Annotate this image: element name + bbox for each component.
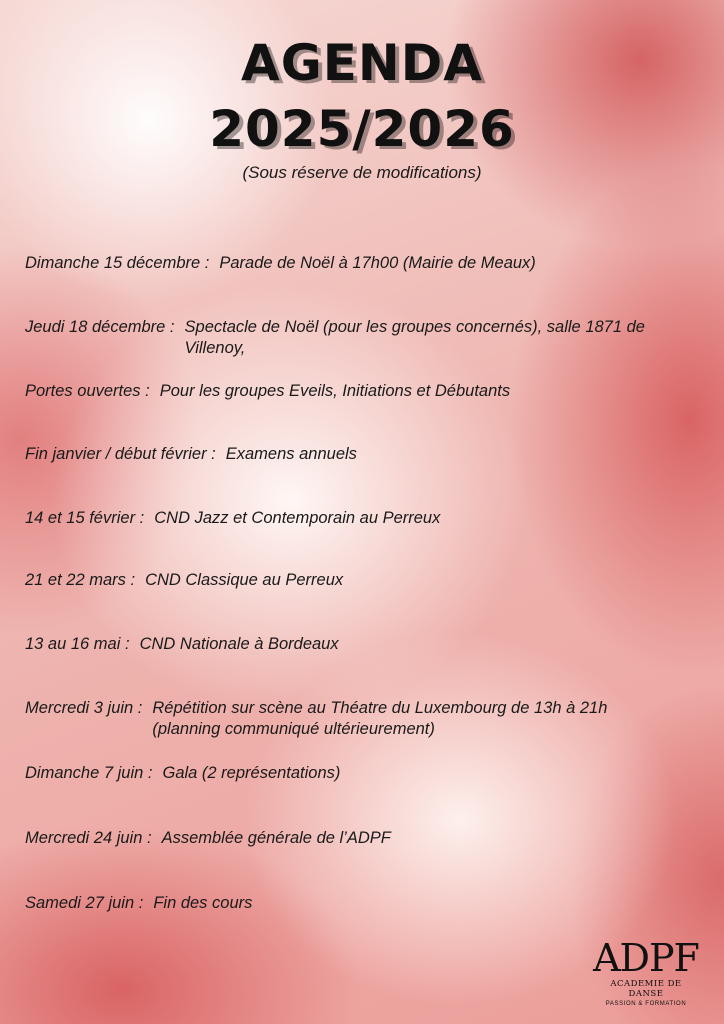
logo-line1: ACADEMIE DE DANSE (610, 979, 682, 999)
logo-mark: ADPF (593, 936, 699, 980)
event-description: Examens annuels (225, 445, 357, 463)
event-item (25, 634, 685, 655)
subtitle: (Sous réserve de modifications) (242, 163, 482, 182)
event-item (25, 763, 685, 784)
event-item (25, 893, 685, 914)
page-title-line1: AGENDA (241, 34, 483, 92)
event-item (25, 253, 685, 274)
logo-line2: PASSION & FORMATION (605, 1001, 687, 1007)
event-description: Assemblée générale de l’ADPF (161, 829, 391, 847)
event-description: Pour les groupes Eveils, Initiations et Débutants (159, 382, 511, 400)
event-description: Fin des cours (153, 894, 253, 912)
event-description: CND Nationale à Bordeaux (139, 635, 339, 653)
event-date: 21 et 22 mars : (25, 571, 136, 589)
event-date: Fin janvier / début février : (25, 445, 216, 463)
page-title-line2: 2025/2026 (209, 100, 515, 158)
event-date: Portes ouvertes : (25, 382, 150, 400)
event-date: Samedi 27 juin : (25, 894, 144, 912)
event-item (25, 570, 685, 591)
event-item (25, 508, 685, 529)
event-date: 14 et 15 février : (25, 509, 145, 527)
event-description: Gala (2 représentations) (162, 764, 341, 782)
event-date: Mercredi 24 juin : (25, 829, 152, 847)
adpf-logo (592, 938, 700, 1007)
event-description: Répétition sur scène au Théatre du Luxembourg de 13h à 21h (planning communiqué ultérieurement) (152, 699, 608, 738)
event-date: Jeudi 18 décembre : (25, 318, 175, 336)
event-description: CND Classique au Perreux (145, 571, 344, 589)
event-description: Spectacle de Noël (pour les groupes concernés), salle 1871 de Villenoy, (184, 318, 645, 357)
event-item (25, 317, 675, 359)
event-item (25, 444, 685, 465)
event-description: CND Jazz et Contemporain au Perreux (154, 509, 441, 527)
event-item (25, 828, 685, 849)
event-date: Dimanche 15 décembre : (25, 254, 210, 272)
event-date: 13 au 16 mai : (25, 635, 130, 653)
event-item (25, 698, 625, 740)
event-date: Mercredi 3 juin : (25, 699, 143, 717)
event-date: Dimanche 7 juin : (25, 764, 153, 782)
event-item (25, 381, 685, 402)
event-description: Parade de Noël à 17h00 (Mairie de Meaux) (219, 254, 536, 272)
